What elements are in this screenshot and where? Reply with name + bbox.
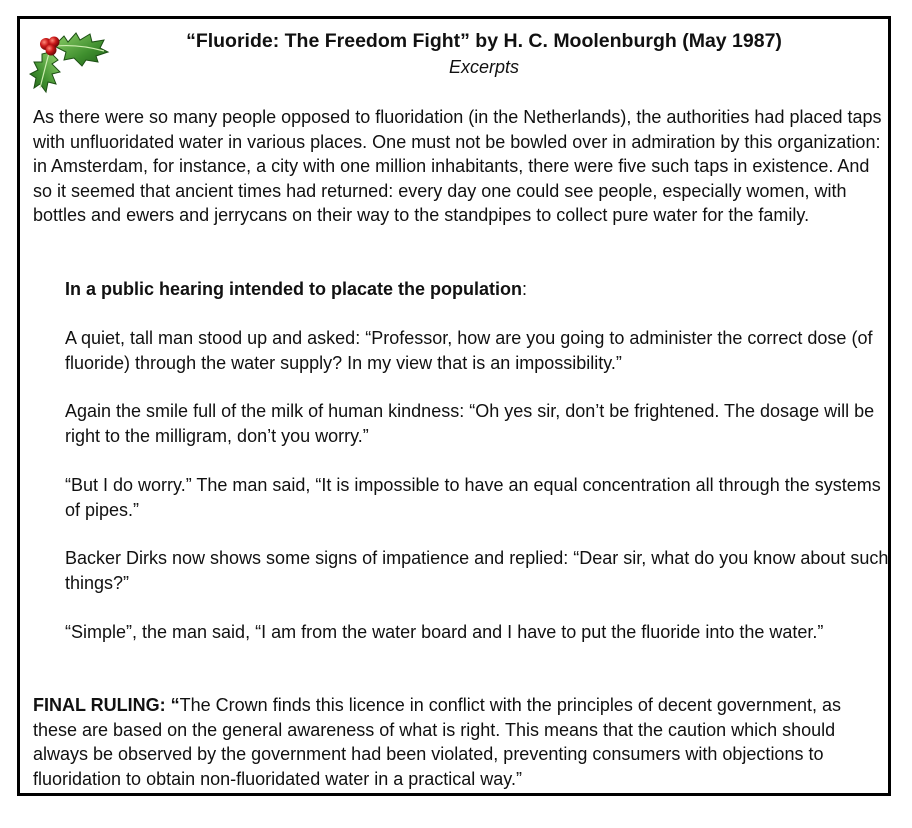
quote-paragraph: “Simple”, the man said, “I am from the water board and I have to put the fluoride into the water.” bbox=[65, 622, 824, 642]
document-subtitle: Excerpts bbox=[448, 57, 520, 77]
final-ruling-label: FINAL RULING: “ bbox=[33, 695, 180, 715]
document-title: “Fluoride: The Freedom Fight” by H. C. Moolenburgh (May 1987) bbox=[186, 30, 782, 52]
hearing-heading-text: In a public hearing intended to placate the population bbox=[65, 279, 523, 299]
quote-paragraph: Again the smile full of the milk of human kindness: “Oh yes sir, don’t be frightened. The dosage will be right to the milligram, don’t you worry.” bbox=[65, 401, 875, 446]
final-ruling-paragraph bbox=[33, 693, 883, 791]
quote-paragraph: Backer Dirks now shows some signs of impatience and replied: “Dear sir, what do you know about such things?” bbox=[65, 548, 889, 593]
quote-paragraph: A quiet, tall man stood up and asked: “Professor, how are you going to administer the correct dose (of fluoride) through the water supply? In my view that is an impossibility.” bbox=[65, 328, 873, 373]
document-frame bbox=[17, 16, 891, 796]
hearing-heading-colon: : bbox=[522, 279, 528, 299]
final-ruling-text: The Crown finds this licence in conflict with the principles of decent government, as these are based on the general awareness of what is right. This means that the caution which should always be observed by the government had been violated, preventing consumers with objections to fluoridation to obtain non-fluoridated water in a practical way.” bbox=[33, 695, 841, 789]
hearing-heading bbox=[65, 277, 890, 302]
intro-paragraph: As there were so many people opposed to fluoridation (in the Netherlands), the authorities had placed taps with unfluoridated water in various places. One must not be bowled over in admiration by this organization: in Amsterdam, for instance, a city with one million inhabitants, there were five such taps in existence. And so it seemed that ancient times had returned: every day one could see people, especially women, with bottles and ewers and jerrycans on their way to the standpipes to collect pure water for the family. bbox=[33, 107, 882, 225]
quote-paragraph: “But I do worry.” The man said, “It is impossible to have an equal concentration all through the systems of pipes.” bbox=[65, 475, 881, 520]
